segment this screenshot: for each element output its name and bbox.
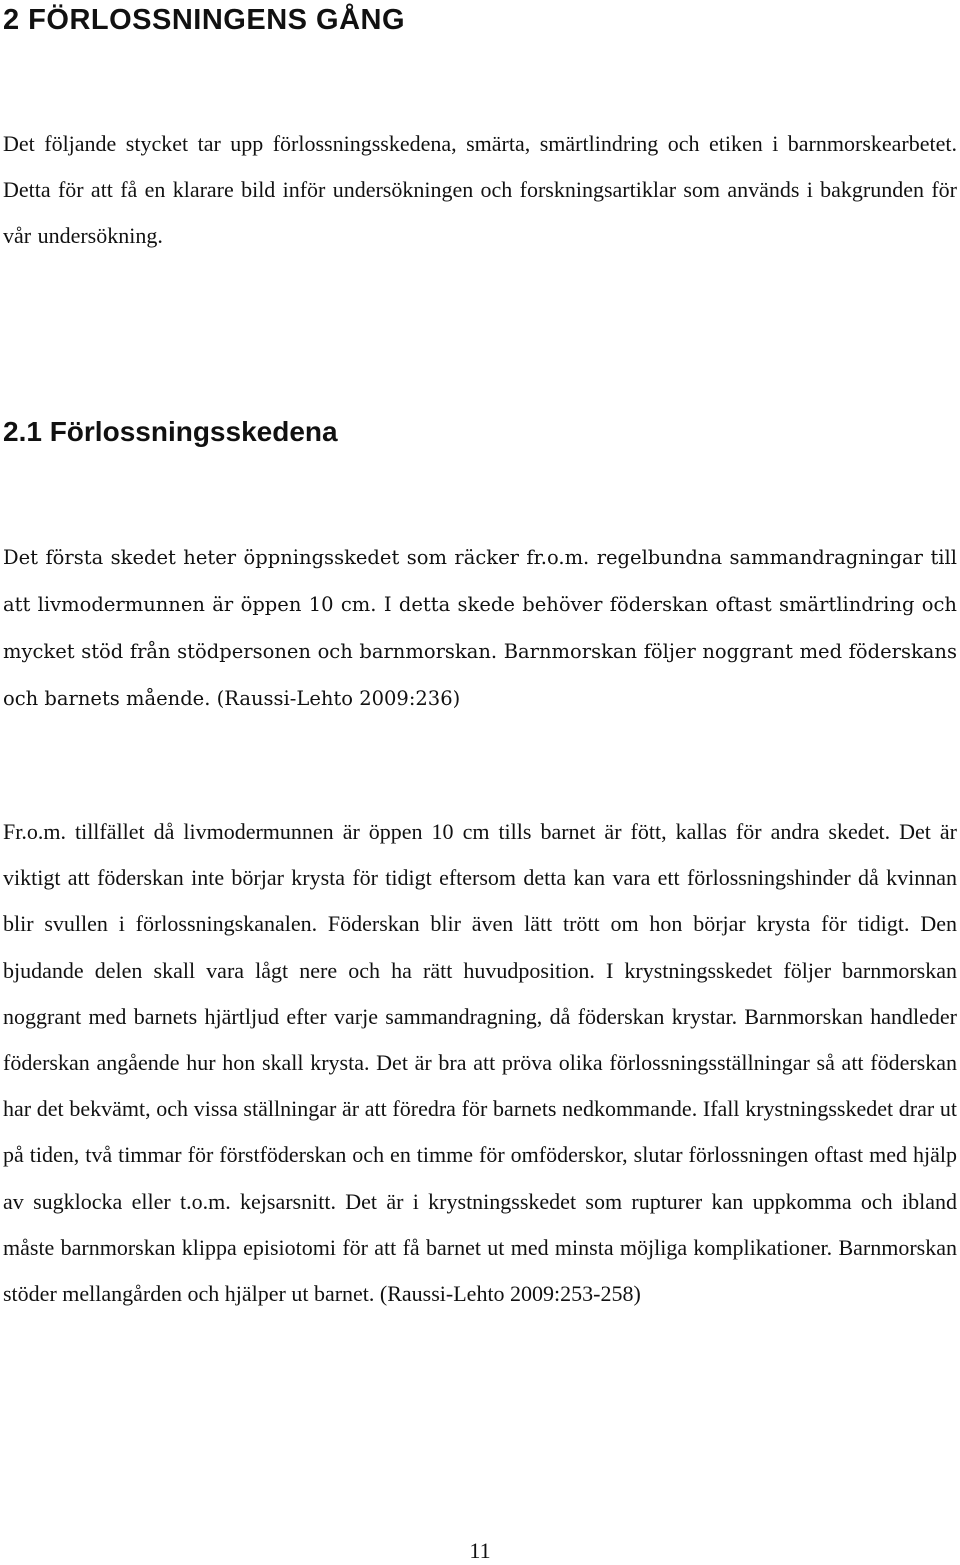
chapter-heading: 2 FÖRLOSSNINGENS GÅNG [3,4,406,36]
page-number: 11 [469,1538,491,1563]
second-stage-paragraph: Fr.o.m. tillfället då livmodermunnen är öppen 10 cm tills barnet är fött, kallas för andra skedet. Det är viktigt att föderskan inte börjar krysta för tidigt eftersom detta kan vara ett förlossningshinder då kvinnan blir svullen i förlossningskanalen. Föderskan blir även lätt trött om hon börjar krysta för tidigt. Den bjudande delen skall vara lågt nere och ha rätt huvudposition. I krystningsskedet följer barnmorskan noggrant med barnets hjärtljud efter varje sammandragning, då föderskan krystar. Barnmorskan handleder föderskan angående hur hon skall krysta. Det är bra att pröva olika förlossningsställningar så att föderskan har det bekvämt, och vissa ställningar är att föredra för barnets nedkommande. Ifall krystningsskedet drar ut på tiden, två timmar för förstföderskan och en timme för omföderskor, slutar förlossningen oftast med hjälp av sugklocka eller t.o.m. kejsarsnitt. Det är i krystningsskedet som rupturer kan uppkomma och ibland måste barnmorskan klippa episiotomi för att få barnet ut med minsta möjliga komplikationer. Barnmorskan stöder mellangården och hjälper ut barnet. (Raussi-Lehto 2009:253-258) [3,819,957,1307]
section-heading: 2.1 Förlossningsskedena [3,416,338,447]
intro-paragraph: Det följande stycket tar upp förlossningsskedena, smärta, smärtlindring och etiken i barnmorskearbetet. Detta för att få en klarare bild inför undersökningen och forskningsartiklar som används i bakgrunden för vår undersökning. [3,131,957,248]
first-stage-paragraph: Det första skedet heter öppningsskedet som räcker fr.o.m. regelbundna sammandragningar till att livmodermunnen är öppen 10 cm. I detta skede behöver föderskan oftast smärtlindring och mycket stöd från stödpersonen och barnmorskan. Barnmorskan följer noggrant med föderskans och barnets mående. (Raussi-Lehto 2009:236) [3,546,957,710]
